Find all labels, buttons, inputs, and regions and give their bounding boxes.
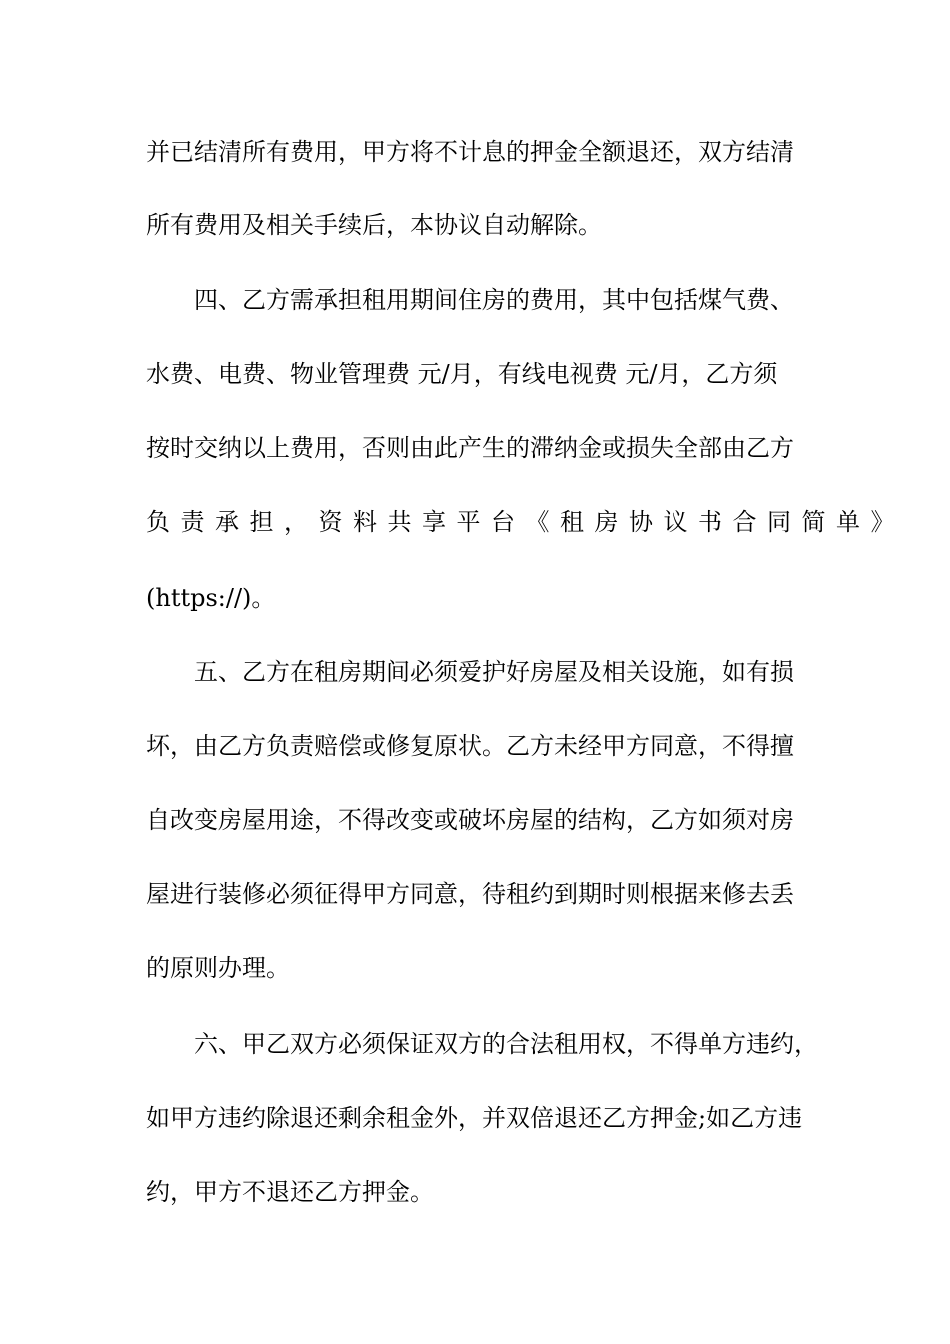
text-line: 如甲方违约除退还剩余租金外，并双倍退还乙方押金;如乙方违 xyxy=(146,1104,803,1132)
text-line: 水费、电费、物业管理费 元/月，有线电视费 元/月，乙方须 xyxy=(146,360,778,388)
text-line: 并已结清所有费用，甲方将不计息的押金全额退还，双方结清 xyxy=(146,138,794,166)
text-line: 的原则办理。 xyxy=(146,954,290,982)
text-line: 坏，由乙方负责赔偿或修复原状。乙方未经甲方同意，不得擅 xyxy=(146,732,794,760)
paragraph-start-line: 五、乙方在租房期间必须爱护好房屋及相关设施，如有损 xyxy=(194,658,794,686)
text-line: 屋进行装修必须征得甲方同意，待租约到期时则根据来修去丢 xyxy=(146,880,794,908)
text-line: 约，甲方不退还乙方押金。 xyxy=(146,1178,434,1206)
text-line: 负责承担，资料共享平台《租房协议书合同简单》 xyxy=(146,508,905,536)
paragraph-start-line: 六、甲乙双方必须保证双方的合法租用权，不得单方违约， xyxy=(194,1030,818,1058)
text-line: 所有费用及相关手续后，本协议自动解除。 xyxy=(146,211,602,239)
text-line: 按时交纳以上费用，否则由此产生的滞纳金或损失全部由乙方 xyxy=(146,434,794,462)
text-line: 自改变房屋用途，不得改变或破坏房屋的结构，乙方如须对房 xyxy=(146,806,794,834)
text-line: (https://)。 xyxy=(146,584,276,612)
paragraph-start-line: 四、乙方需承担租用期间住房的费用，其中包括煤气费、 xyxy=(194,286,794,314)
